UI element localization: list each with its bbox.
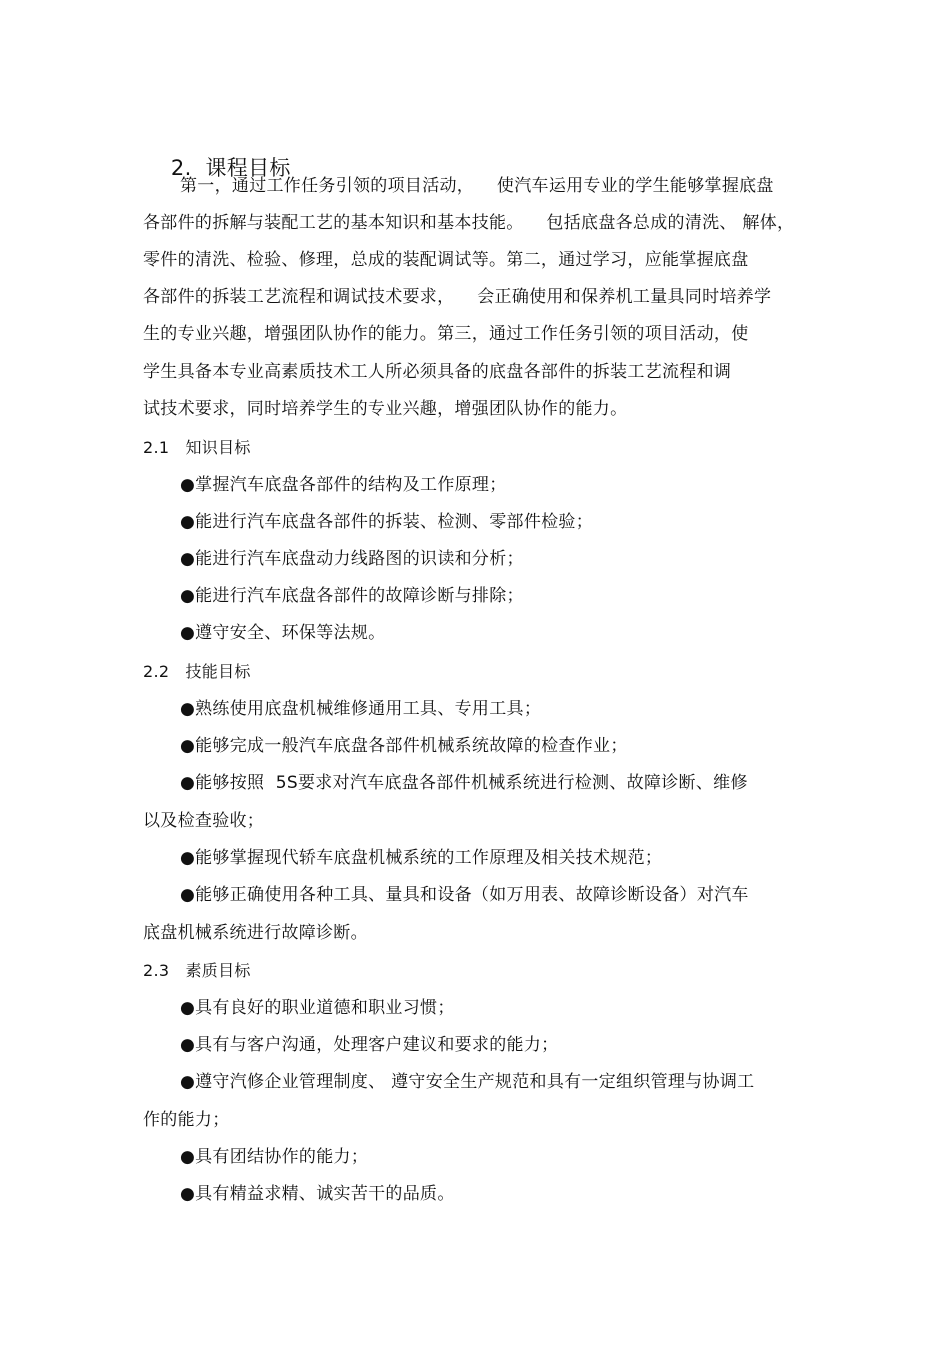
- quality-line: 作的能力；: [143, 1110, 230, 1130]
- knowledge-item: ●能进行汽车底盘动力线路图的识读和分析；: [180, 549, 524, 569]
- quality-heading: 2.3 素质目标: [143, 961, 251, 980]
- skills-line: ●熟练使用底盘机械维修通用工具、专用工具；: [180, 699, 542, 719]
- intro-line: 各部件的拆解与装配工艺的基本知识和基本技能。 包括底盘各总成的清洗、 解体，: [143, 213, 795, 233]
- intro-line: 试技术要求，同时培养学生的专业兴趣，增强团队协作的能力。: [143, 399, 628, 419]
- section-number: 2.: [170, 156, 192, 180]
- skills-line: ●能够按照 5S要求对汽车底盘各部件机械系统进行检测、故障诊断、维修: [180, 773, 748, 793]
- knowledge-item: ●掌握汽车底盘各部件的结构及工作原理；: [180, 475, 507, 495]
- skills-line: ●能够正确使用各种工具、量具和设备（如万用表、故障诊断设备）对汽车: [180, 885, 749, 905]
- knowledge-item: ●遵守安全、环保等法规。: [180, 623, 386, 643]
- intro-line: 零件的清洗、检验、修理，总成的装配调试等。第二，通过学习，应能掌握底盘: [143, 250, 749, 270]
- intro-line: 学生具备本专业高素质技术工人所必须具备的底盘各部件的拆装工艺流程和调: [143, 362, 732, 382]
- knowledge-heading: 2.1 知识目标: [143, 438, 251, 457]
- skills-line: ●能够完成一般汽车底盘各部件机械系统故障的检查作业；: [180, 736, 628, 756]
- intro-line: 第一，通过工作任务引领的项目活动， 使汽车运用专业的学生能够掌握底盘: [180, 176, 774, 196]
- skills-heading: 2.2 技能目标: [143, 662, 251, 681]
- knowledge-item: ●能进行汽车底盘各部件的故障诊断与排除；: [180, 586, 524, 606]
- intro-line: 生的专业兴趣，增强团队协作的能力。第三，通过工作任务引领的项目活动，使: [143, 324, 749, 344]
- section-title: 课程目标: [205, 156, 291, 180]
- skills-line: 底盘机械系统进行故障诊断。: [143, 923, 368, 943]
- quality-line: ●具有精益求精、诚实苦干的品质。: [180, 1184, 455, 1204]
- quality-line: ●具有良好的职业道德和职业习惯；: [180, 998, 455, 1018]
- quality-line: ●遵守汽修企业管理制度、 遵守安全生产规范和具有一定组织管理与协调工: [180, 1072, 755, 1092]
- skills-line: ●能够掌握现代轿车底盘机械系统的工作原理及相关技术规范；: [180, 848, 663, 868]
- skills-line: 以及检查验收；: [143, 811, 265, 831]
- quality-line: ●具有团结协作的能力；: [180, 1147, 369, 1167]
- quality-line: ●具有与客户沟通，处理客户建议和要求的能力；: [180, 1035, 559, 1055]
- intro-line: 各部件的拆装工艺流程和调试技术要求， 会正确使用和保养机工量具同时培养学: [143, 287, 772, 307]
- knowledge-item: ●能进行汽车底盘各部件的拆装、检测、零部件检验；: [180, 512, 594, 532]
